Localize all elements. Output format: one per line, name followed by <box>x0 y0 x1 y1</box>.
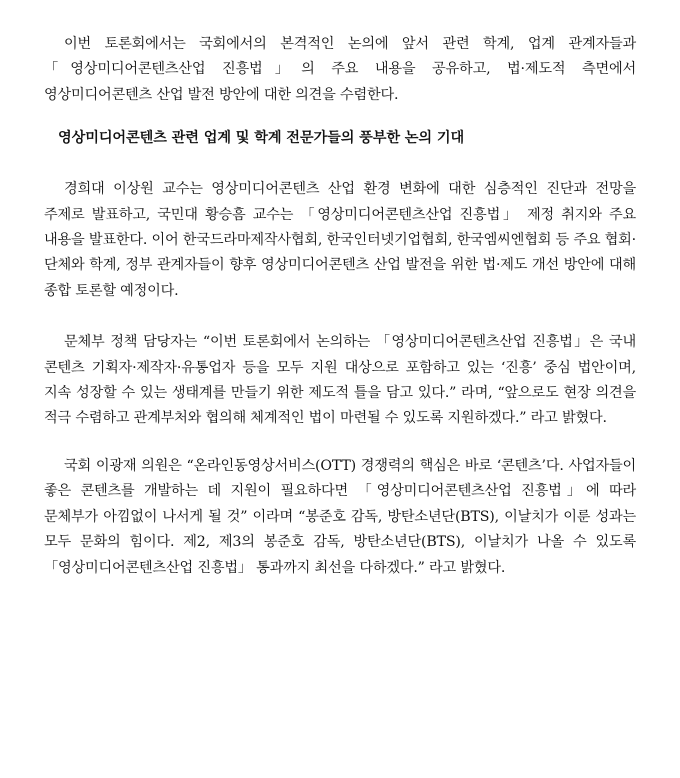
section-heading: 영상미디어콘텐츠 관련 업계 및 학계 전문가들의 풍부한 논의 기대 <box>58 130 465 147</box>
ministry-quote-paragraph: 문체부 정책 담당자는 “이번 토론회에서 논의하는 「영상미디어콘텐츠산업 진흥법」은 국내 콘텐츠 기획자·제작자·유통업자 등을 모두 지원 대상으로 포함하고 있는 ‘진흥’ 중심 법안이며, 지속 성장할 수 있는 생태계를 만들기 위한 제도적 틀을 담고 있다.” 라며, “앞으로도 현장 의견을 적극 수렴하고 관계부처와 협의해 체계적인 법이 마련될 수 있도록 지원하겠다.” 라고 밝혔다. <box>44 334 636 427</box>
presenters-paragraph: 경희대 이상원 교수는 영상미디어콘텐츠 산업 환경 변화에 대한 심층적인 진단과 전망을 주제로 발표하고, 국민대 황승흠 교수는 「영상미디어콘텐츠산업 진흥법」 제정 취지와 주요 내용을 발표한다. 이어 한국드라마제작사협회, 한국인터넷기업협회, 한국엠씨엔협회 등 주요 협회·단체와 학계, 정부 관계자들이 향후 영상미디어콘텐츠 산업 발전을 위한 법·제도 개선 방안에 대해 종합 토론할 예정이다. <box>44 181 636 299</box>
intro-paragraph: 이번 토론회에서는 국회에서의 본격적인 논의에 앞서 관련 학계, 업계 관계자들과 「영상미디어콘텐츠산업 진흥법」의 주요 내용을 공유하고, 법·제도적 측면에서 영상미디어콘텐츠 산업 발전 방안에 대한 의견을 수렴한다. <box>44 36 636 103</box>
lawmaker-quote-paragraph: 국회 이광재 의원은 “온라인동영상서비스(OTT) 경쟁력의 핵심은 바로 ‘콘텐츠’다. 사업자들이 좋은 콘텐츠를 개발하는 데 지원이 필요하다면 「영상미디어콘텐츠산업 진흥법」에 따라 문체부가 아낌없이 나서게 될 것” 이라며 “봉준호 감독, 방탄소년단(BTS), 이날치가 이룬 성과는 모두 문화의 힘이다. 제2, 제3의 봉준호 감독, 방탄소년단(BTS), 이날치가 나올 수 있도록 「영상미디어콘텐츠산업 진흥법」 통과까지 최선을 다하겠다.” 라고 밝혔다. <box>44 457 636 576</box>
